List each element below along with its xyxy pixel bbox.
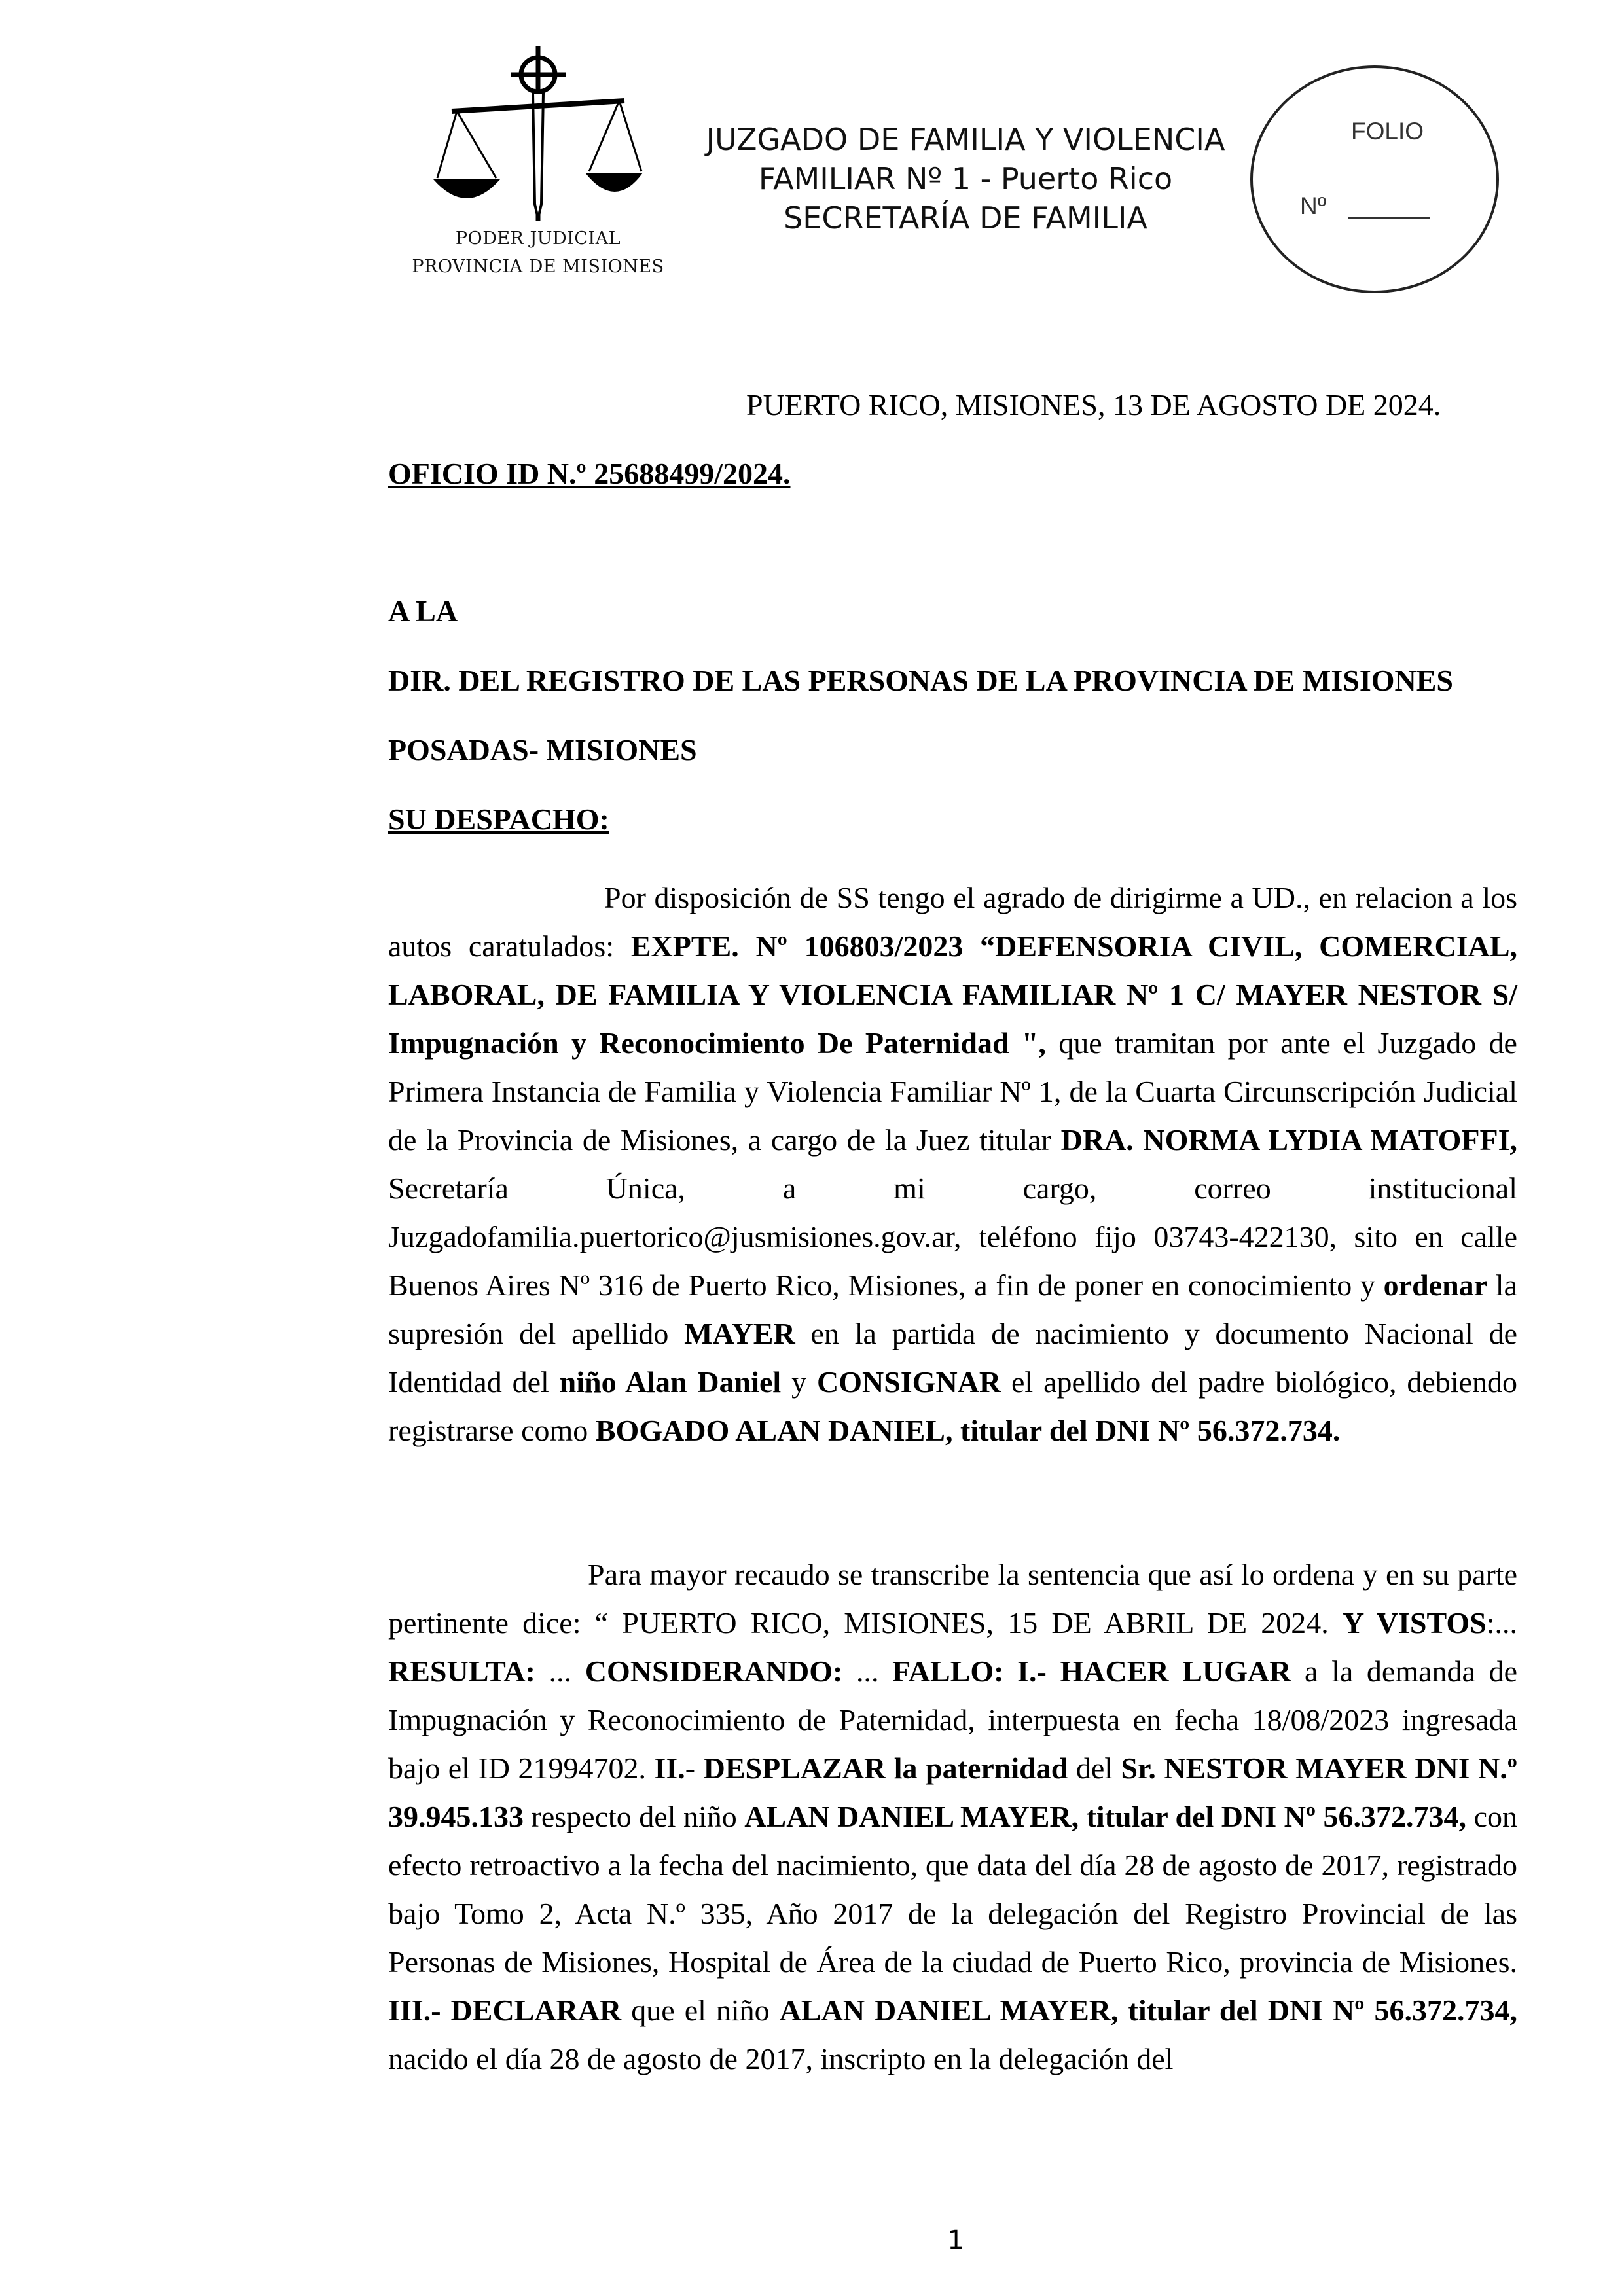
folio-number-label: Nº xyxy=(1300,192,1327,219)
text-run: ALAN DANIEL MAYER, titular del DNI Nº 56.372.734, xyxy=(744,1800,1467,1833)
text-run: ... xyxy=(842,1655,893,1688)
document-date: PUERTO RICO, MISIONES, 13 DE AGOSTO DE 2024. xyxy=(746,388,1441,422)
judicial-logo xyxy=(401,41,676,289)
court-line-1: JUZGADO DE FAMILIA Y VIOLENCIA xyxy=(706,122,1225,157)
text-run: Secretaría Única, a mi cargo, correo institucional Juzgadofamilia.puertorico@jusmisiones.gov.ar, teléfono fijo 03743-422130, sito en calle Buenos Aires Nº 316 de Puerto Rico, Misiones, a fin de poner en conocimiento y xyxy=(388,1172,1517,1302)
text-run: que tramitan por ante el Juzgado de Primera Instancia de Familia y Violencia Familiar Nº 1, de la Cuarta Circunscripción Judicial de la Provincia de Misiones, a cargo de la Juez titular xyxy=(388,1026,1517,1157)
text-run: MAYER xyxy=(684,1317,795,1350)
text-run: Por disposición de SS tengo el agrado de dirigirme a UD., en relacion a los autos caratulados: xyxy=(388,881,1517,963)
addressee-line-4: SU DESPACHO: xyxy=(388,802,609,836)
addressee-line-2: DIR. DEL REGISTRO DE LAS PERSONAS DE LA PROVINCIA DE MISIONES xyxy=(388,664,1453,697)
text-run: respecto del niño xyxy=(524,1800,745,1833)
text-run: ALAN DANIEL MAYER, titular del DNI Nº 56.372.734, xyxy=(779,1994,1517,2027)
logo-caption-judicial: PODER JUDICIAL xyxy=(455,228,621,249)
text-run: la supresión del apellido xyxy=(388,1268,1517,1350)
court-line-3: SECRETARÍA DE FAMILIA xyxy=(784,200,1147,236)
text-run: RESULTA: xyxy=(388,1655,535,1688)
text-run: Y VISTOS xyxy=(1342,1606,1487,1640)
text-run: Sr. NESTOR MAYER DNI N.º 39.945.133 xyxy=(388,1751,1517,1833)
text-run: CONSIDERANDO: xyxy=(585,1655,843,1688)
text-run: con efecto retroactivo a la fecha del nacimiento, que data del día 28 de agosto de 2017, registrado bajo Tomo 2, Acta N.º 335, Año 2017 de la delegación del Registro Provincial de las Personas de Misiones, Hospital de Área de la ciudad de Puerto Rico, provincia de Misiones. xyxy=(388,1800,1517,1979)
paragraph-order xyxy=(388,874,1517,1455)
text-run: que el niño xyxy=(621,1994,780,2027)
logo-caption-province: PROVINCIA DE MISIONES xyxy=(412,257,664,277)
text-run: ... xyxy=(535,1655,585,1688)
text-run: DRA. NORMA LYDIA MATOFFI, xyxy=(1060,1123,1517,1157)
text-run: III.- DECLARAR xyxy=(388,1994,622,2027)
text-run: BOGADO ALAN DANIEL, titular del DNI Nº 56.372.734. xyxy=(595,1414,1341,1447)
page-number: 1 xyxy=(947,2225,964,2255)
folio-title: FOLIO xyxy=(1351,118,1424,145)
addressee-line-1: A LA xyxy=(388,594,458,628)
text-run: CONSIGNAR xyxy=(816,1365,1001,1399)
text-run: niño Alan Daniel xyxy=(559,1365,782,1399)
text-run: del xyxy=(1068,1751,1121,1785)
court-line-2: FAMILIAR Nº 1 - Puerto Rico xyxy=(758,161,1173,196)
text-run: nacido el día 28 de agosto de 2017, inscripto en la delegación del xyxy=(388,2042,1174,2075)
addressee-line-3: POSADAS- MISIONES xyxy=(388,733,697,766)
text-run: FALLO: I.- HACER LUGAR xyxy=(892,1655,1291,1688)
text-run: ordenar xyxy=(1383,1268,1488,1302)
text-run: a la demanda de Impugnación y Reconocimiento de Paternidad, interpuesta en fecha 18/08/2023 ingresada bajo el ID 21994702. xyxy=(388,1655,1517,1785)
scales-of-justice-icon xyxy=(433,41,643,224)
court-heading xyxy=(674,120,1257,238)
folio-stamp xyxy=(1250,65,1499,293)
folio-number-line xyxy=(1348,217,1430,219)
text-run: :... xyxy=(1486,1606,1517,1640)
text-run: EXPTE. Nº 106803/2023 “DEFENSORIA CIVIL, COMERCIAL, LABORAL, DE FAMILIA Y VIOLENCIA FAMILIAR Nº 1 C/ MAYER NESTOR S/ Impugnación y Reconocimiento De Paternidad ", xyxy=(388,929,1517,1060)
text-run: el apellido del padre biológico, debiendo registrarse como xyxy=(388,1365,1517,1447)
text-run: II.- DESPLAZAR la paternidad xyxy=(654,1751,1068,1785)
text-run: Para mayor recaudo se transcribe la sentencia que así lo ordena y en su parte pertinente dice: “ PUERTO RICO, MISIONES, 15 DE ABRIL DE 2024. xyxy=(388,1558,1517,1640)
text-run: y xyxy=(781,1365,817,1399)
oficio-id: OFICIO ID N.º 25688499/2024. xyxy=(388,457,791,490)
paragraph-sentence-transcript xyxy=(388,1551,1517,2083)
text-run: en la partida de nacimiento y documento Nacional de Identidad del xyxy=(388,1317,1517,1399)
